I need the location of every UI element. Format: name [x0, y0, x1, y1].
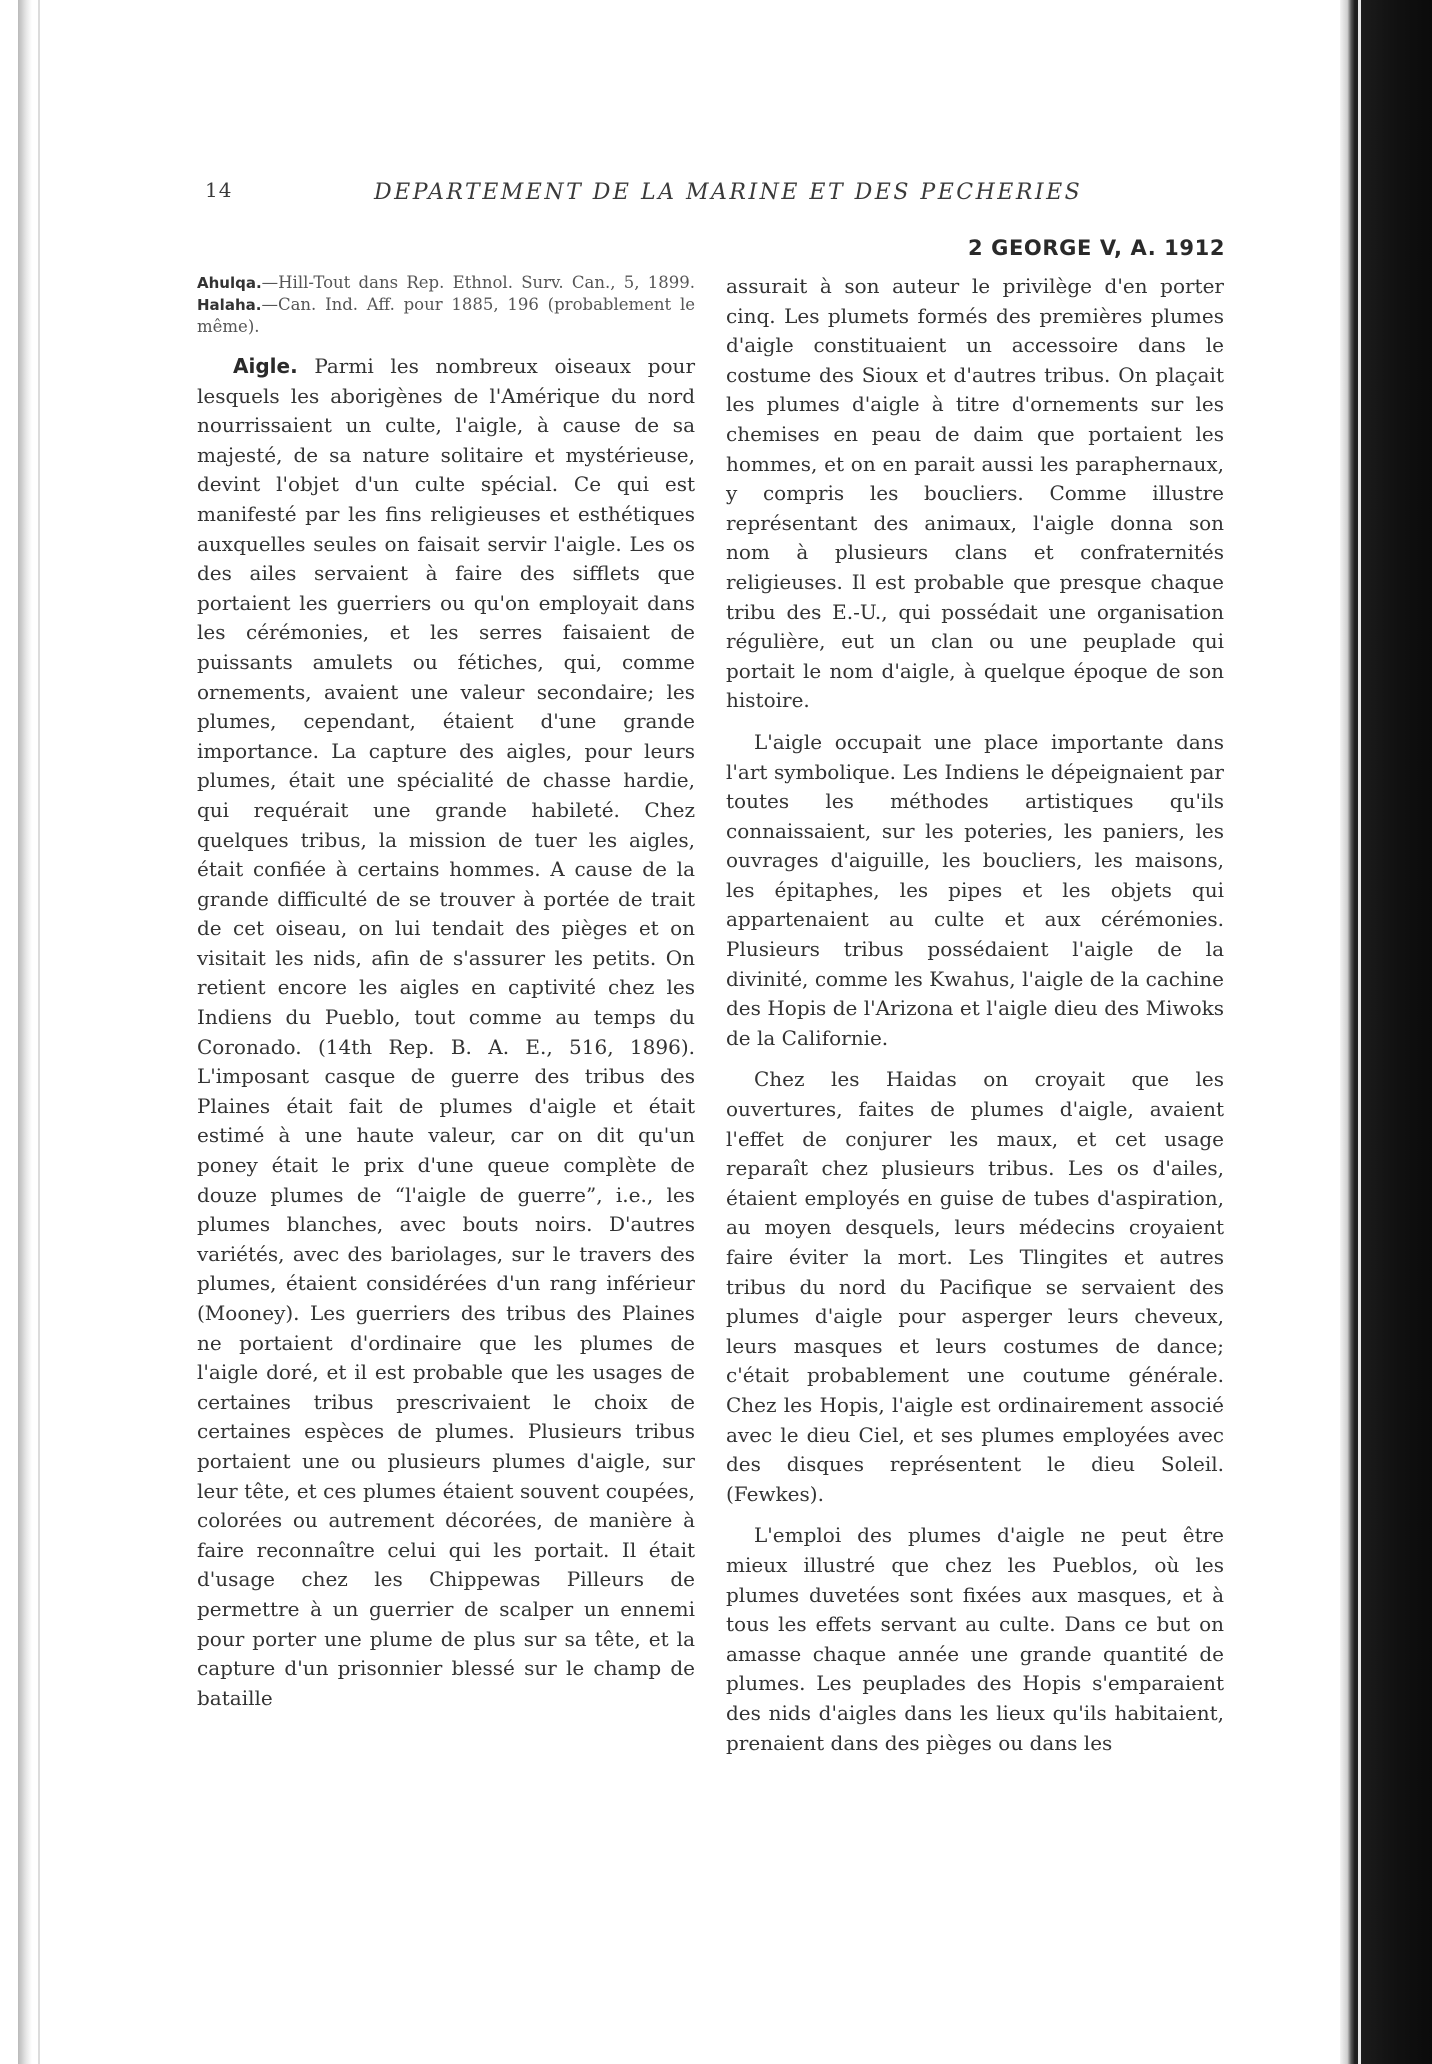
page-number: 14: [205, 178, 233, 202]
session-label: 2 GEORGE V, A. 1912: [968, 236, 1226, 260]
paragraph-continuation: assurait à son auteur le privilège d'en porter cinq. Les plumets formés des premières plumes d'aigle constituaient un accessoire dans le costume des Sioux et d'autres tribus. On plaçait les plumes d'aigle à titre d'ornements sur les chemises en peau de daim que portaient les hommes, et on en parait aussi les paraphernaux, y compris les boucliers. Comme illustre représentant des animaux, l'aigle donna son nom à plusieurs clans et confraternités religieuses. Il est probable que presque chaque tribu des E.-U., qui possédait une organisation régulière, eut un clan ou une peuplade qui portait le nom d'aigle, à quelque époque de son histoire.: [726, 274, 1224, 713]
paragraph-pueblos: L'emploi des plumes d'aigle ne peut être mieux illustré que chez les Pueblos, où les plumes duvetées sont fixées aux masques, et à tous les effets servant au culte. Dans ce but on amasse chaque année une grande quantité de plumes. Les peuplades des Hopis s'emparaient des nids d'aigles dans les lieux qu'ils habitaient, prenaient dans des pièges ou dans les: [726, 1523, 1224, 1755]
right-column: [726, 272, 1224, 1758]
page-left-edge: [18, 0, 32, 2064]
synonym-citation: —Hill-Tout dans Rep. Ethnol. Surv. Can., 5, 1899.: [261, 273, 695, 292]
entry-text: Parmi les nombreux oiseaux pour lesquels les aborigènes de l'Amérique du nord nourrissaient un culte, l'aigle, à cause de sa majesté, de sa nature solitaire et mystérieuse, devint l'objet d'un culte spécial. Ce qui est manifesté par les fins religieuses et esthétiques auxquelles seules on faisait servir l'aigle. Les os des ailes servaient à faire des sifflets que portaient les guerriers ou qu'on employait dans les cérémonies, et les serres faisaient de puissants amulets ou fétiches, qui, comme ornements, avaient une valeur secondaire; les plumes, cependant, étaient d'une grande importance. La capture des aigles, pour leurs plumes, était une spécialité de chasse hardie, qui requérait une grande habileté. Chez quelques tribus, la mission de tuer les aigles, était confiée à certains hommes. A cause de la grande difficulté de se trouver à portée de trait de cet oiseau, on lui tendait des pièges et on visitait les nids, afin de s'assurer les petits. On retient encore les aigles en captivité chez les Indiens du Pueblo, tout comme au temps du Coronado. (14th Rep. B. A. E., 516, 1896). L'imposant casque de guerre des tribus des Plaines était fait de plumes d'aigle et était estimé à une haute valeur, car on dit qu'un poney était le prix d'une queue complète de douze plumes de “l'aigle de guerre”, i.e., les plumes blanches, avec bouts noirs. D'autres variétés, avec des bariolages, sur le travers des plumes, étaient considérées d'un rang inférieur (Mooney). Les guerriers des tribus des Plaines ne portaient d'ordinaire que les plumes de l'aigle doré, et il est probable que les usages de certaines tribus prescrivaient le choix de certaines espèces de plumes. Plusieurs tribus portaient une ou plusieurs plumes d'aigle, sur leur tête, et ces plumes étaient souvent coupées, colorées ou autrement décorées, de manière à faire reconnaître celui qui les portait. Il était d'usage chez les Chippewas Pilleurs de permettre à un guerrier de scalper un ennemi pour porter une plume de plus sur sa tête, et la capture d'un prisonnier blessé sur le champ de bataille: [197, 354, 695, 1710]
entry-paragraph: [197, 352, 695, 1713]
left-column: [197, 272, 695, 1713]
paragraph-haidas: Chez les Haidas on croyait que les ouvertures, faites de plumes d'aigle, avaient l'effet de conjurer les maux, et cet usage reparaît chez plusieurs tribus. Les os d'ailes, étaient employés en guise de tubes d'aspiration, au moyen desquels, leurs médecins croyaient faire éviter la mort. Les Tlingites et autres tribus du nord du Pacifique se servaient des plumes d'aigle pour asperger leurs cheveux, leurs masques et leurs costumes de dance; c'était probablement une coutume générale. Chez les Hopis, l'aigle est ordinairement associé avec le dieu Ciel, et ses plumes employées avec des disques représentent le dieu Soleil. (Fewkes).: [726, 1067, 1224, 1506]
paragraph-art-symbolique: L'aigle occupait une place importante dans l'art symbolique. Les Indiens le dépeignaient par toutes les méthodes artistiques qu'ils connaissaient, sur les poteries, les paniers, les ouvrages d'aiguille, les boucliers, les maisons, les épitaphes, les pipes et les objets qui appartenaient au culte et aux cérémonies. Plusieurs tribus possédaient l'aigle de la divinité, comme les Kwahus, l'aigle de la cachine des Hopis de l'Arizona et l'aigle dieu des Miwoks de la Californie.: [726, 729, 1224, 1050]
synonym-name: Ahulqa.: [197, 274, 262, 292]
running-title: DEPARTEMENT DE LA MARINE ET DES PECHERIES: [374, 180, 1083, 205]
synonym-reference: [197, 272, 695, 338]
entry-headword: Aigle.: [233, 354, 298, 378]
synonym-citation: —Can. Ind. Aff. pour 1885, 196 (probablement le même).: [197, 295, 695, 336]
book-spine-edge: [1340, 0, 1432, 2064]
spine-line: [1358, 0, 1361, 2064]
synonym-name: Halaha.: [197, 296, 262, 314]
